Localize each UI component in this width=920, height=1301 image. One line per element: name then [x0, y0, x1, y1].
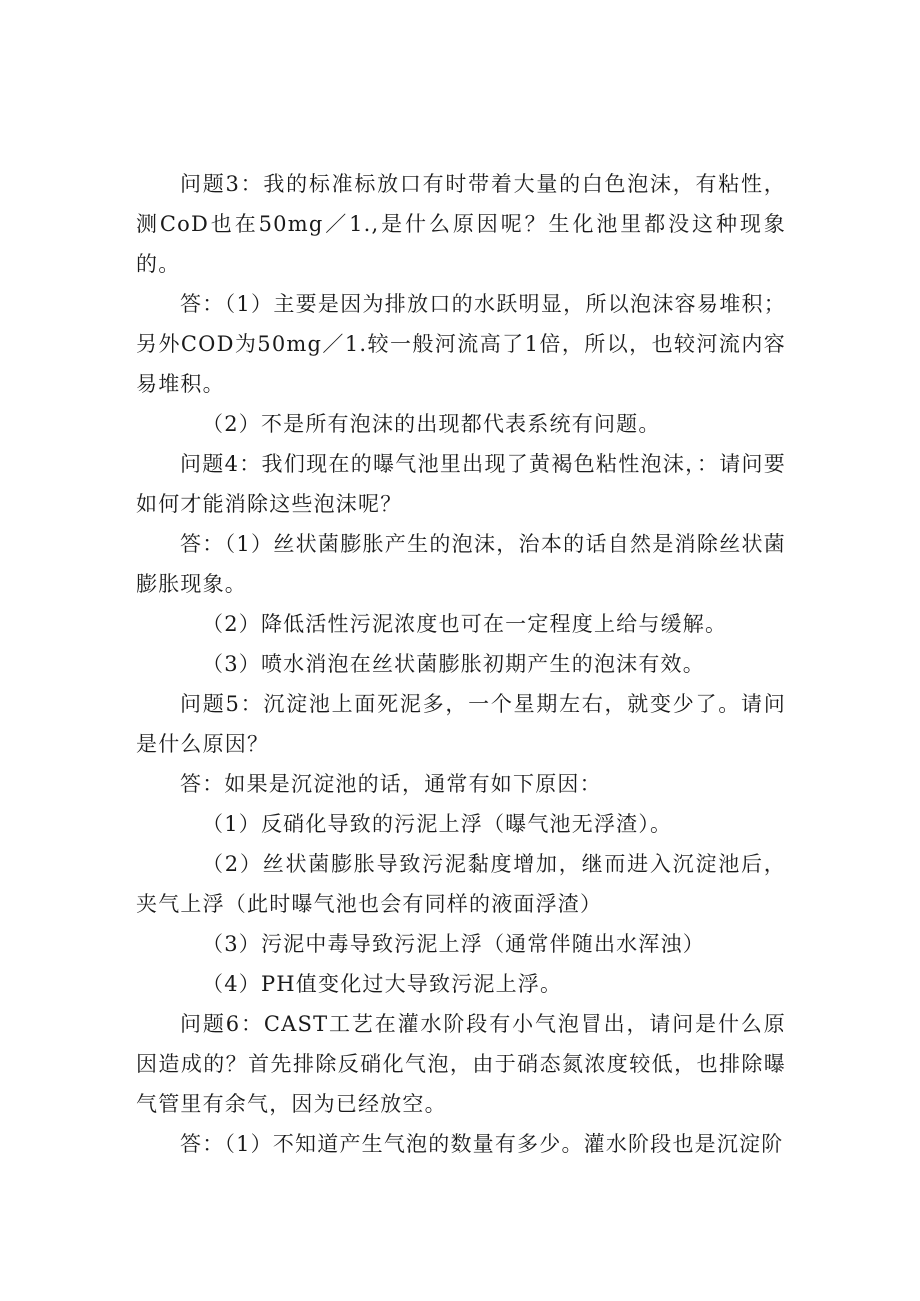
- paragraph-answer-3-1: 答：（1）主要是因为排放口的水跃明显，所以泡沫容易堆积；另外COD为50mg／1.较一般河流高了1倍，所以，也较河流内容易堆积。: [136, 292, 786, 396]
- paragraph-question-6: 问题6：CAST工艺在灌水阶段有小气泡冒出，请问是什么原因造成的？首先排除反硝化气泡，由于硝态氮浓度较低，也排除曝气管里有余气，因为已经放空。: [136, 1012, 786, 1116]
- paragraph-answer-4-2: （2）降低活性污泥浓度也可在一定程度上给与缓解。: [202, 612, 728, 636]
- paragraph-answer-4-1: 答：（1）丝状菌膨胀产生的泡沫，治本的话自然是消除丝状菌膨胀现象。: [136, 532, 786, 596]
- paragraph-question-5: 问题5：沉淀池上面死泥多，一个星期左右，就变少了。请问是什么原因？: [136, 692, 786, 756]
- paragraph-answer-3-2: （2）不是所有泡沫的出现都代表系统有问题。: [202, 412, 661, 436]
- paragraph-answer-5-2: （2）丝状菌膨胀导致污泥黏度增加，继而进入沉淀池后，夹气上浮（此时曝气池也会有同样的液面浮渣）: [136, 852, 786, 916]
- paragraph-answer-5-intro: 答：如果是沉淀池的话，通常有如下原因：: [180, 772, 602, 796]
- paragraph-question-3: 问题3：我的标准标放口有时带着大量的白色泡沫，有粘性，测CoD也在50mg／1.,是什么原因呢？生化池里都没这种现象的。: [136, 172, 786, 276]
- paragraph-question-4: 问题4：我们现在的曝气池里出现了黄褐色粘性泡沫，：请问要如何才能消除这些泡沫呢？: [136, 452, 786, 516]
- paragraph-answer-6-1: 答：（1）不知道产生气泡的数量有多少。灌水阶段也是沉淀阶: [180, 1132, 784, 1156]
- paragraph-answer-4-3: （3）喷水消泡在丝状菌膨胀初期产生的泡沫有效。: [202, 652, 705, 676]
- paragraph-answer-5-1: （1）反硝化导致的污泥上浮（曝气池无浮渣）。: [202, 812, 673, 836]
- document-body: [136, 164, 786, 1164]
- paragraph-answer-5-3: （3）污泥中毒导致污泥上浮（通常伴随出水浑浊）: [202, 932, 705, 956]
- paragraph-answer-5-4: （4）PH值变化过大导致污泥上浮。: [202, 972, 563, 996]
